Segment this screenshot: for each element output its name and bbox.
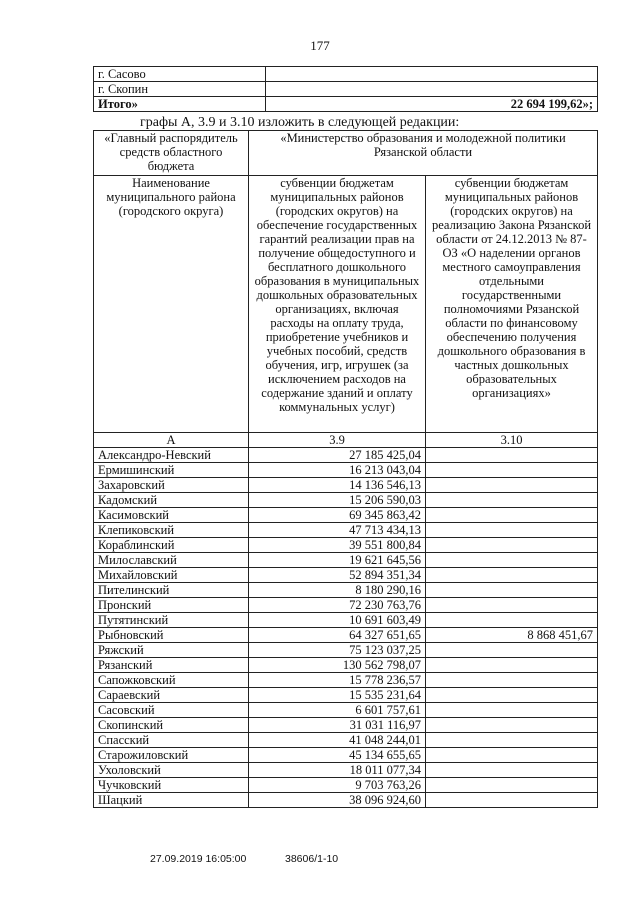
- value-3-10: [426, 748, 598, 763]
- value-3-9: 18 011 077,34: [249, 763, 426, 778]
- value-3-9: 19 621 645,56: [249, 553, 426, 568]
- value-3-10: [426, 733, 598, 748]
- table-row: [94, 793, 598, 808]
- value-3-9: 52 894 351,34: [249, 568, 426, 583]
- value-3-9: 8 180 290,16: [249, 583, 426, 598]
- code-3-9: 3.9: [249, 433, 426, 448]
- value-3-9: 130 562 798,07: [249, 658, 426, 673]
- value-3-9: 31 031 116,97: [249, 718, 426, 733]
- top-row-name: г. Скопин: [94, 82, 266, 97]
- top-row-value: [266, 67, 598, 82]
- value-3-9: 72 230 763,76: [249, 598, 426, 613]
- col-3-9-description: субвенции бюджетам муниципальных районов (городских округов) на обеспечение государственных гарантий реализации прав на получение общедоступного и бесплатного дошкольного образования в муниципальных дошкольных образовательных организациях, включая расходы на оплату труда, приобретение учебников и учебных пособий, средств обучения, игр, игрушек (за исключением расходов на содержание зданий и оплату коммунальных услуг): [249, 176, 426, 433]
- table-row: [94, 508, 598, 523]
- table-row: [94, 448, 598, 463]
- district-name: Кораблинский: [94, 538, 249, 553]
- district-name: Милославский: [94, 553, 249, 568]
- table-row: [94, 478, 598, 493]
- table-row: [94, 718, 598, 733]
- table-row: [94, 613, 598, 628]
- district-name: Сапожковский: [94, 673, 249, 688]
- value-3-10: [426, 463, 598, 478]
- district-name: Сасовский: [94, 703, 249, 718]
- district-name: Рыбновский: [94, 628, 249, 643]
- district-name: Рязанский: [94, 658, 249, 673]
- intro-text: графы А, 3.9 и 3.10 изложить в следующей редакции:: [140, 115, 460, 130]
- table-row: [94, 583, 598, 598]
- district-name: Шацкий: [94, 793, 249, 808]
- value-3-9: 6 601 757,61: [249, 703, 426, 718]
- table-row: [94, 538, 598, 553]
- value-3-9: 47 713 434,13: [249, 523, 426, 538]
- table-row: [94, 688, 598, 703]
- top-row-name: г. Сасово: [94, 67, 266, 82]
- table-row: [94, 628, 598, 643]
- district-name: Пронский: [94, 598, 249, 613]
- total-label: Итого»: [94, 97, 266, 112]
- total-row: [94, 97, 598, 112]
- value-3-9: 27 185 425,04: [249, 448, 426, 463]
- value-3-9: 14 136 546,13: [249, 478, 426, 493]
- district-name: Спасский: [94, 733, 249, 748]
- value-3-9: 39 551 800,84: [249, 538, 426, 553]
- district-name: Ухоловский: [94, 763, 249, 778]
- district-name: Ермишинский: [94, 463, 249, 478]
- district-label: Наименование муниципального района (городского округа): [94, 176, 249, 433]
- top-row-value: [266, 82, 598, 97]
- table-row: [94, 658, 598, 673]
- table-row: [94, 463, 598, 478]
- value-3-10: [426, 673, 598, 688]
- value-3-10: [426, 778, 598, 793]
- footer-date: 27.09.2019 16:05:00: [150, 853, 247, 865]
- value-3-10: [426, 568, 598, 583]
- value-3-10: [426, 718, 598, 733]
- value-3-10: [426, 478, 598, 493]
- value-3-9: 38 096 924,60: [249, 793, 426, 808]
- value-3-10: [426, 763, 598, 778]
- district-name: Скопинский: [94, 718, 249, 733]
- footer-code: 38606/1-10: [285, 853, 339, 865]
- district-name: Сараевский: [94, 688, 249, 703]
- code-3-10: 3.10: [426, 433, 598, 448]
- district-name: Путятинский: [94, 613, 249, 628]
- value-3-10: [426, 793, 598, 808]
- value-3-10: [426, 448, 598, 463]
- value-3-9: 45 134 655,65: [249, 748, 426, 763]
- top-row: [94, 67, 598, 82]
- table-row: [94, 493, 598, 508]
- value-3-9: 69 345 863,42: [249, 508, 426, 523]
- table-row: [94, 778, 598, 793]
- table-row: [94, 703, 598, 718]
- distributor-label: «Главный распорядитель средств областного бюджета: [94, 131, 249, 176]
- value-3-10: [426, 493, 598, 508]
- table-row: [94, 733, 598, 748]
- value-3-10: [426, 538, 598, 553]
- value-3-9: 64 327 651,65: [249, 628, 426, 643]
- page-number: 177: [310, 38, 330, 53]
- subvention-table: [93, 130, 598, 808]
- value-3-10: [426, 658, 598, 673]
- value-3-9: 15 206 590,03: [249, 493, 426, 508]
- table-row: [94, 568, 598, 583]
- value-3-10: 8 868 451,67: [426, 628, 598, 643]
- col-3-10-description: субвенции бюджетам муниципальных районов (городских округов) на реализацию Закона Рязанской области от 24.12.2013 № 87-ОЗ «О наделении органов местного самоуправления отдельными государственными полномочиями Рязанской области по финансовому обеспечению получения дошкольного образования в частных дошкольных образовательных организациях»: [426, 176, 598, 433]
- value-3-10: [426, 508, 598, 523]
- value-3-10: [426, 643, 598, 658]
- value-3-10: [426, 613, 598, 628]
- value-3-10: [426, 598, 598, 613]
- header-row-codes: [94, 433, 598, 448]
- value-3-9: 9 703 763,26: [249, 778, 426, 793]
- header-row-ministry: [94, 131, 598, 176]
- district-name: Ряжский: [94, 643, 249, 658]
- value-3-10: [426, 523, 598, 538]
- value-3-10: [426, 583, 598, 598]
- total-value: 22 694 199,62»;: [266, 97, 598, 112]
- district-name: Захаровский: [94, 478, 249, 493]
- table-row: [94, 523, 598, 538]
- district-name: Кадомский: [94, 493, 249, 508]
- value-3-9: 16 213 043,04: [249, 463, 426, 478]
- district-name: Пителинский: [94, 583, 249, 598]
- value-3-9: 10 691 603,49: [249, 613, 426, 628]
- table-row: [94, 553, 598, 568]
- table-row: [94, 673, 598, 688]
- district-name: Александро-Невский: [94, 448, 249, 463]
- table-row: [94, 763, 598, 778]
- district-name: Михайловский: [94, 568, 249, 583]
- value-3-10: [426, 703, 598, 718]
- table-row: [94, 748, 598, 763]
- value-3-9: 41 048 244,01: [249, 733, 426, 748]
- district-name: Старожиловский: [94, 748, 249, 763]
- previous-table-end: [93, 66, 598, 112]
- code-a: А: [94, 433, 249, 448]
- table-row: [94, 643, 598, 658]
- table-row: [94, 598, 598, 613]
- district-name: Чучковский: [94, 778, 249, 793]
- district-name: Клепиковский: [94, 523, 249, 538]
- value-3-10: [426, 553, 598, 568]
- ministry-name: «Министерство образования и молодежной политики Рязанской области: [249, 131, 598, 176]
- value-3-9: 15 535 231,64: [249, 688, 426, 703]
- top-row: [94, 82, 598, 97]
- district-name: Касимовский: [94, 508, 249, 523]
- value-3-9: 15 778 236,57: [249, 673, 426, 688]
- header-row-descriptions: [94, 176, 598, 433]
- value-3-9: 75 123 037,25: [249, 643, 426, 658]
- value-3-10: [426, 688, 598, 703]
